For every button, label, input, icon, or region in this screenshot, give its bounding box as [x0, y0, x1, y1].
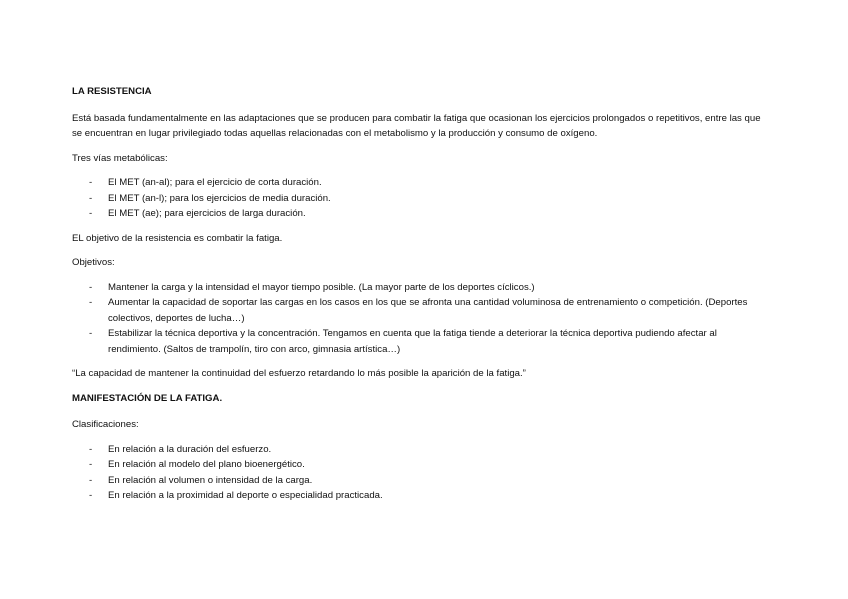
- list-item: [72, 295, 772, 326]
- objetivo-general: EL objetivo de la resistencia es combatir la fatiga.: [72, 232, 283, 244]
- intro-paragraph: Está basada fundamentalmente en las adaptaciones que se producen para combatir la fatiga que ocasionan los ejercicios prolongados o repetitivos, entre las que se encuentran en lugar privilegiado todas aquellas relacionadas con el metabolismo y la producción y consumo de oxígeno.: [72, 112, 761, 139]
- list-item: [72, 473, 772, 489]
- objetivos-label: Objetivos:: [72, 257, 115, 268]
- list-item-text: El MET (ae); para ejercicios de larga duración.: [108, 208, 306, 219]
- list-item: [72, 457, 772, 473]
- list-item-text: En relación a la duración del esfuerzo.: [108, 443, 272, 455]
- bullet-dash: -: [89, 443, 93, 455]
- bullet-dash: -: [89, 281, 93, 293]
- list-item-text: En relación al volumen o intensidad de la carga.: [108, 474, 313, 486]
- list-item-text: Estabilizar la técnica deportiva y la concentración. Tengamos en cuenta que la fatiga tiende a deteriorar la técnica deportiva pudiendo afectar al rendimiento. (Saltos de trampolín, tiro con arco, gimnasia artística…): [108, 328, 717, 355]
- document-page: [72, 84, 772, 513]
- bullet-dash: -: [89, 208, 93, 219]
- bullet-dash: -: [89, 490, 93, 501]
- quote-paragraph: “La capacidad de mantener la continuidad del esfuerzo retardando lo más posible la aparición de la fatiga.”: [72, 368, 526, 379]
- section-title-resistencia: LA RESISTENCIA: [72, 86, 152, 97]
- bullet-dash: -: [89, 192, 93, 204]
- list-item-text: En relación al modelo del plano bioenergético.: [108, 459, 305, 470]
- list-item: [72, 191, 772, 207]
- bullet-dash: -: [89, 459, 93, 470]
- list-item-text: En relación a la proximidad al deporte o especialidad practicada.: [108, 490, 383, 501]
- list-item: [72, 280, 772, 296]
- vias-list: [72, 175, 772, 222]
- list-item: [72, 442, 772, 458]
- list-item-text: El MET (an-al); para el ejercicio de corta duración.: [108, 177, 322, 188]
- bullet-dash: -: [89, 474, 93, 486]
- list-item: [72, 488, 772, 504]
- list-item-text: Mantener la carga y la intensidad el mayor tiempo posible. (La mayor parte de los deportes cíclicos.): [108, 281, 535, 293]
- clasificaciones-list: [72, 442, 772, 504]
- list-item: [72, 175, 772, 191]
- bullet-dash: -: [89, 328, 93, 339]
- vias-label: Tres vías metabólicas:: [72, 152, 168, 164]
- objetivos-list: [72, 280, 772, 358]
- bullet-dash: -: [89, 297, 93, 308]
- bullet-dash: -: [89, 177, 93, 188]
- list-item-text: El MET (an-l); para los ejercicios de media duración.: [108, 192, 331, 204]
- list-item: [72, 206, 772, 222]
- list-item-text: Aumentar la capacidad de soportar las cargas en los casos en los que se afronta una cantidad voluminosa de entrenamiento o competición. (Deportes colectivos, deportes de lucha…): [108, 297, 748, 324]
- list-item: [72, 326, 772, 357]
- clasificaciones-label: Clasificaciones:: [72, 419, 139, 430]
- section-title-fatiga: MANIFESTACIÓN DE LA FATIGA.: [72, 392, 223, 404]
